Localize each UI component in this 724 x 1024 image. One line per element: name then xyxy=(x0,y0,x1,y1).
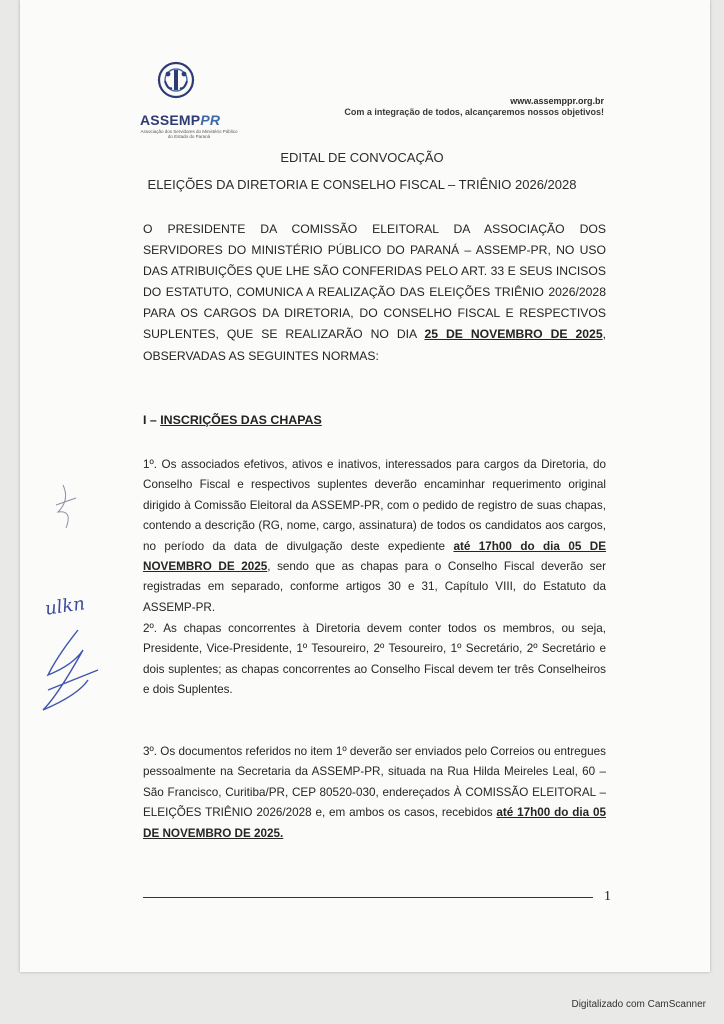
website-url: www.assemppr.org.br xyxy=(510,96,604,106)
assemp-logo-icon xyxy=(135,54,245,154)
footer-divider xyxy=(143,897,593,898)
slogan: Com a integração de todos, alcançaremos nossos objetivos! xyxy=(344,107,604,117)
election-date: 25 DE NOVEMBRO DE 2025 xyxy=(424,327,603,342)
document-subtitle: ELEIÇÕES DA DIRETORIA E CONSELHO FISCAL – TRIÊNIO 2026/2028 xyxy=(147,177,577,192)
document-title: EDITAL DE CONVOCAÇÃO xyxy=(280,150,444,165)
logo-subtitle: Associação dos Servidores do Ministério Público do Estado do Paraná xyxy=(140,129,238,139)
intro-paragraph: O PRESIDENTE DA COMISSÃO ELEITORAL DA ASSOCIAÇÃO DOS SERVIDORES DO MINISTÉRIO PÚBLICO DO PARANÁ – ASSEMP-PR, NO USO DAS ATRIBUIÇÕES QUE LHE SÃO CONFERIDAS PELO ART. 33 E SEUS INCISOS DO ESTATUTO, COMUNICA A REALIZAÇÃO DAS ELEIÇÕES TRIÊNIO 2026/2028 PARA OS CARGOS DA DIRETORIA, DO CONSELHO FISCAL E RESPECTIVOS SUPLENTES, QUE SE REALIZARÃO NO DIA 25 DE NOVEMBRO DE 2025, OBSERVADAS AS SEGUINTES NORMAS: xyxy=(143,222,606,363)
scanner-watermark: Digitalizado com CamScanner xyxy=(571,999,706,1010)
section-heading: I – INSCRIÇÕES DAS CHAPAS xyxy=(143,413,322,427)
paragraph-1: 1º. Os associados efetivos, ativos e inativos, interessados para cargos da Diretoria, do Conselho Fiscal e respectivos suplentes deverão encaminhar requerimento original dirigido à Comissão Eleitoral da ASSEMP-PR, com o pedido de registro de suas chapas, contendo a descrição (RG, nome, cargo, assinatura) de todos os candidatos aos cargos, no período da data de divulgação deste expediente até 17h00 do dia 05 DE NOVEMBRO DE 2025, sendo que as chapas para o Conselho Fiscal deverão ser registradas em separado, conforme artigos 30 e 31, Capítulo VIII, do Estatuto da ASSEMP-PR. xyxy=(143,458,607,614)
handwritten-initials-icon: ulkn xyxy=(43,593,87,620)
deadline-2: até 17h00 do dia 05 DE NOVEMBRO DE 2025. xyxy=(143,806,606,840)
paragraph-3: 3º. Os documentos referidos no item 1º deverão ser enviados pelo Correios ou entregues pessoalmente na Secretaria da ASSEMP-PR, situada na Rua Hilda Meireles Leal, 60 – São Francisco, Curitiba/PR, CEP 80520-030, endereçados À COMISSÃO ELEITORAL – ELEIÇÕES TRIÊNIO 2026/2028 e, em ambos os casos, recebidos até 17h00 do dia 05 DE NOVEMBRO DE 2025. xyxy=(143,745,606,840)
deadline-1: até 17h00 do dia 05 DE NOVEMBRO DE 2025 xyxy=(143,539,606,574)
page-number: 1 xyxy=(604,889,611,904)
header-contact xyxy=(344,96,604,117)
logo-wordmark: ASSEMPPR xyxy=(140,112,221,128)
paragraph-2: 2º. As chapas concorrentes à Diretoria devem conter todos os membros, ou seja, Presidente, Vice-Presidente, 1º Tesoureiro, 2º Tesoureiro, 1º Secretário, 2º Secretário e dois suplentes; as chapas concorrentes ao Conselho Fiscal devem ter três Conselheiros e dois Suplentes. xyxy=(143,622,606,697)
